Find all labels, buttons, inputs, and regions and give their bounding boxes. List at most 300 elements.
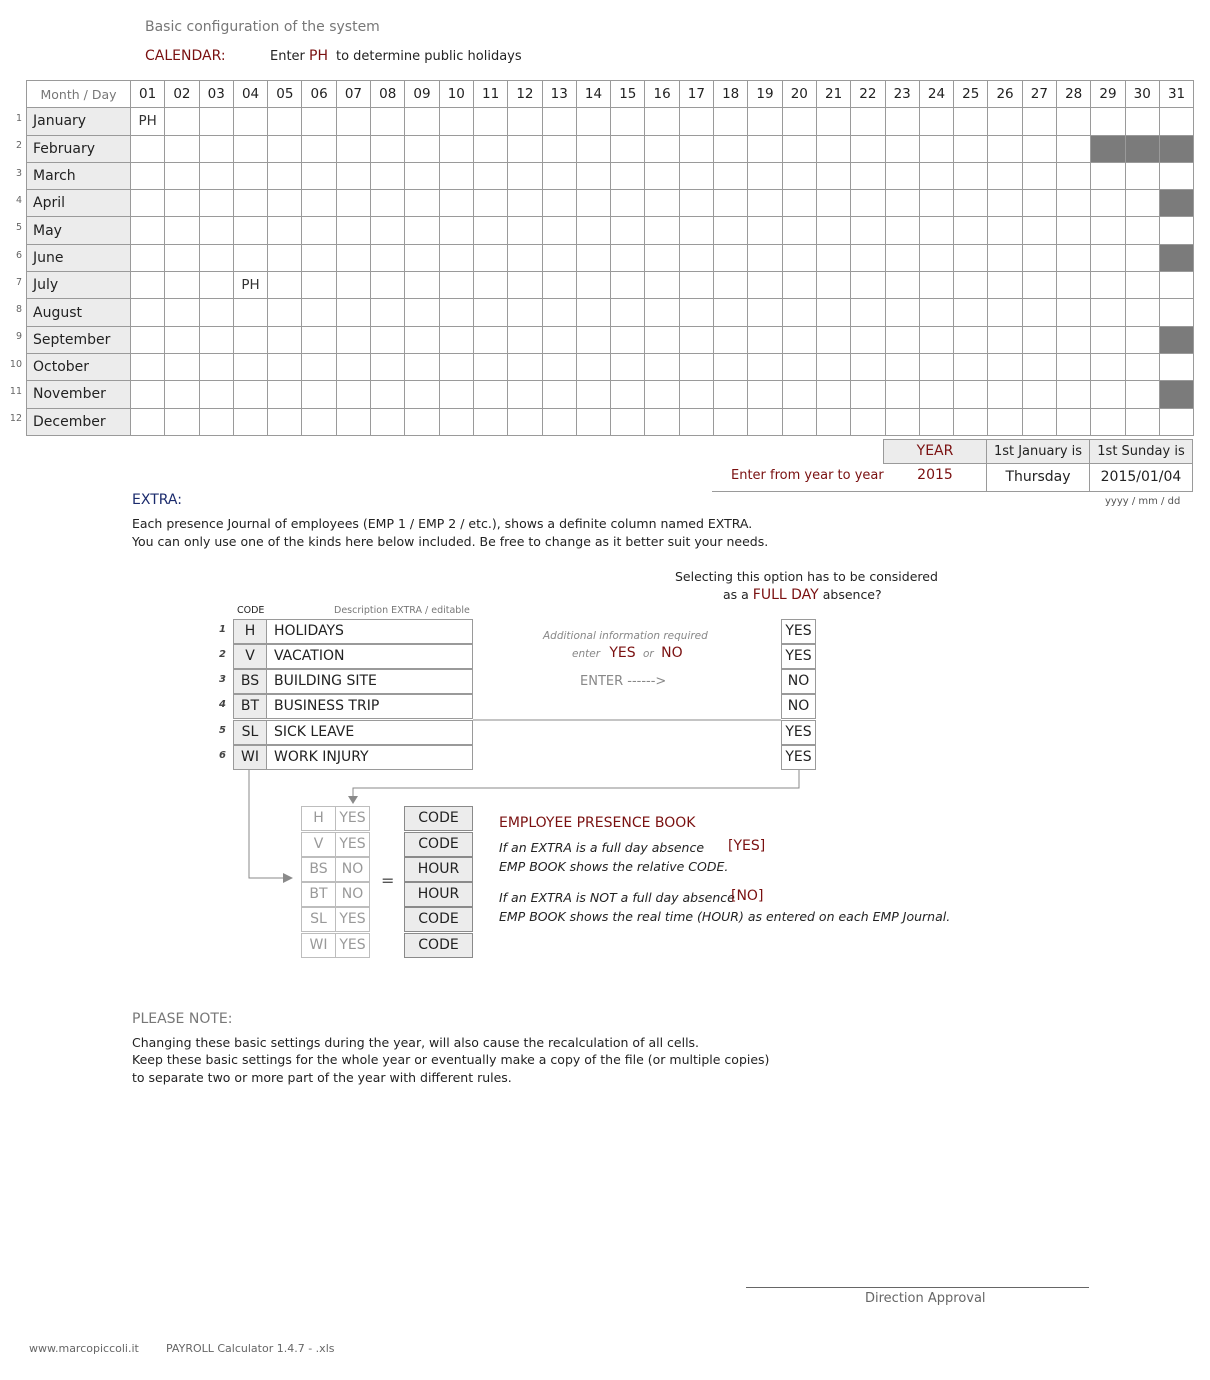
day-cell[interactable]: [405, 299, 439, 326]
day-cell[interactable]: [954, 381, 988, 408]
day-cell[interactable]: [302, 244, 336, 271]
day-cell[interactable]: [679, 244, 713, 271]
day-cell[interactable]: [645, 299, 679, 326]
day-cell[interactable]: [1022, 381, 1056, 408]
day-cell[interactable]: [611, 135, 645, 162]
day-cell[interactable]: [1057, 162, 1091, 189]
day-cell[interactable]: [131, 381, 165, 408]
day-cell[interactable]: [336, 381, 370, 408]
day-cell[interactable]: [576, 217, 610, 244]
day-cell[interactable]: [1091, 353, 1125, 380]
day-cell[interactable]: [851, 381, 885, 408]
day-cell[interactable]: [542, 408, 576, 435]
day-cell[interactable]: [645, 408, 679, 435]
full-day-field[interactable]: NO: [781, 694, 816, 719]
day-cell[interactable]: [1159, 408, 1193, 435]
day-cell[interactable]: [576, 408, 610, 435]
day-cell[interactable]: [473, 299, 507, 326]
day-cell[interactable]: [508, 299, 542, 326]
day-cell[interactable]: [576, 353, 610, 380]
day-cell[interactable]: [336, 135, 370, 162]
day-cell[interactable]: [645, 108, 679, 135]
day-cell[interactable]: [679, 217, 713, 244]
day-cell[interactable]: [302, 381, 336, 408]
day-cell[interactable]: [1125, 381, 1159, 408]
day-cell[interactable]: [988, 381, 1022, 408]
day-cell[interactable]: [954, 272, 988, 299]
day-cell[interactable]: [576, 108, 610, 135]
day-cell[interactable]: [199, 244, 233, 271]
day-cell[interactable]: [885, 299, 919, 326]
day-cell[interactable]: [714, 244, 748, 271]
day-cell[interactable]: [988, 353, 1022, 380]
day-cell[interactable]: [508, 217, 542, 244]
day-cell[interactable]: [782, 162, 816, 189]
day-cell[interactable]: [988, 299, 1022, 326]
full-day-field[interactable]: YES: [781, 619, 816, 644]
day-cell[interactable]: [611, 108, 645, 135]
day-cell[interactable]: [542, 381, 576, 408]
day-cell[interactable]: [816, 190, 850, 217]
day-cell[interactable]: [748, 190, 782, 217]
day-cell[interactable]: [302, 272, 336, 299]
day-cell[interactable]: [336, 190, 370, 217]
day-cell[interactable]: [165, 353, 199, 380]
day-cell[interactable]: [782, 353, 816, 380]
day-cell[interactable]: [576, 244, 610, 271]
day-cell[interactable]: [508, 381, 542, 408]
day-cell[interactable]: [165, 217, 199, 244]
day-cell[interactable]: [371, 408, 405, 435]
day-cell[interactable]: [1057, 190, 1091, 217]
day-cell[interactable]: [816, 244, 850, 271]
day-cell[interactable]: [611, 162, 645, 189]
day-cell[interactable]: [816, 408, 850, 435]
day-cell[interactable]: [508, 108, 542, 135]
day-cell[interactable]: [1057, 299, 1091, 326]
day-cell[interactable]: [954, 408, 988, 435]
full-day-field[interactable]: NO: [781, 669, 816, 694]
day-cell[interactable]: [405, 272, 439, 299]
day-cell[interactable]: [336, 299, 370, 326]
day-cell[interactable]: [199, 135, 233, 162]
day-cell[interactable]: [473, 162, 507, 189]
day-cell[interactable]: [611, 299, 645, 326]
day-cell[interactable]: [1125, 299, 1159, 326]
day-cell[interactable]: [1125, 162, 1159, 189]
day-cell[interactable]: [611, 408, 645, 435]
day-cell[interactable]: [508, 162, 542, 189]
day-cell[interactable]: [405, 108, 439, 135]
day-cell[interactable]: [1022, 190, 1056, 217]
day-cell[interactable]: [199, 272, 233, 299]
day-cell[interactable]: [714, 326, 748, 353]
day-cell[interactable]: [714, 190, 748, 217]
day-cell[interactable]: [1125, 217, 1159, 244]
day-cell[interactable]: [919, 353, 953, 380]
day-cell[interactable]: [371, 381, 405, 408]
day-cell[interactable]: [302, 135, 336, 162]
day-cell[interactable]: [302, 190, 336, 217]
day-cell[interactable]: [268, 162, 302, 189]
day-cell[interactable]: [611, 272, 645, 299]
day-cell[interactable]: [954, 135, 988, 162]
day-cell[interactable]: [1125, 353, 1159, 380]
day-cell[interactable]: [988, 272, 1022, 299]
day-cell[interactable]: [302, 162, 336, 189]
day-cell[interactable]: [439, 244, 473, 271]
day-cell[interactable]: [371, 217, 405, 244]
day-cell[interactable]: [199, 326, 233, 353]
day-cell[interactable]: [645, 272, 679, 299]
day-cell[interactable]: [439, 408, 473, 435]
day-cell[interactable]: [233, 353, 267, 380]
day-cell[interactable]: [131, 326, 165, 353]
day-cell[interactable]: [1057, 353, 1091, 380]
day-cell[interactable]: [439, 217, 473, 244]
day-cell[interactable]: [1091, 381, 1125, 408]
day-cell[interactable]: [542, 299, 576, 326]
day-cell[interactable]: [1057, 326, 1091, 353]
day-cell[interactable]: [1091, 190, 1125, 217]
day-cell[interactable]: [371, 353, 405, 380]
day-cell[interactable]: [988, 108, 1022, 135]
day-cell[interactable]: [165, 135, 199, 162]
day-cell[interactable]: [988, 162, 1022, 189]
day-cell[interactable]: [405, 353, 439, 380]
day-cell[interactable]: [473, 108, 507, 135]
day-cell[interactable]: [268, 135, 302, 162]
day-cell[interactable]: [302, 408, 336, 435]
day-cell[interactable]: [542, 272, 576, 299]
year-value[interactable]: 2015: [917, 467, 953, 483]
extra-description-field[interactable]: BUILDING SITE: [266, 669, 473, 694]
day-cell[interactable]: [302, 108, 336, 135]
day-cell[interactable]: [199, 299, 233, 326]
day-cell[interactable]: [782, 217, 816, 244]
day-cell[interactable]: [816, 381, 850, 408]
day-cell[interactable]: [954, 244, 988, 271]
day-cell[interactable]: [1057, 217, 1091, 244]
day-cell[interactable]: [1159, 353, 1193, 380]
day-cell[interactable]: [1125, 244, 1159, 271]
day-cell[interactable]: [679, 135, 713, 162]
day-cell[interactable]: [165, 299, 199, 326]
day-cell[interactable]: [885, 408, 919, 435]
day-cell[interactable]: [199, 190, 233, 217]
day-cell[interactable]: [1022, 162, 1056, 189]
day-cell[interactable]: [816, 162, 850, 189]
day-cell[interactable]: [199, 217, 233, 244]
day-cell[interactable]: [988, 217, 1022, 244]
day-cell[interactable]: [473, 190, 507, 217]
extra-description-field[interactable]: WORK INJURY: [266, 745, 473, 770]
day-cell[interactable]: [473, 272, 507, 299]
day-cell[interactable]: [473, 217, 507, 244]
day-cell[interactable]: [954, 162, 988, 189]
day-cell[interactable]: [748, 299, 782, 326]
day-cell[interactable]: [508, 353, 542, 380]
day-cell[interactable]: [233, 135, 267, 162]
day-cell[interactable]: [542, 162, 576, 189]
day-cell[interactable]: [131, 135, 165, 162]
day-cell[interactable]: [919, 190, 953, 217]
day-cell[interactable]: [885, 353, 919, 380]
day-cell[interactable]: [1091, 408, 1125, 435]
day-cell[interactable]: [508, 135, 542, 162]
day-cell[interactable]: [165, 408, 199, 435]
day-cell[interactable]: [405, 135, 439, 162]
day-cell[interactable]: [233, 326, 267, 353]
day-cell[interactable]: [199, 381, 233, 408]
day-cell[interactable]: [336, 244, 370, 271]
day-cell[interactable]: [851, 135, 885, 162]
day-cell[interactable]: [233, 408, 267, 435]
day-cell[interactable]: [919, 162, 953, 189]
day-cell[interactable]: [1057, 135, 1091, 162]
day-cell[interactable]: [576, 326, 610, 353]
day-cell[interactable]: [782, 299, 816, 326]
day-cell[interactable]: [199, 408, 233, 435]
day-cell[interactable]: [611, 353, 645, 380]
day-cell[interactable]: [233, 190, 267, 217]
day-cell[interactable]: [1057, 244, 1091, 271]
day-cell[interactable]: [473, 326, 507, 353]
day-cell[interactable]: [405, 217, 439, 244]
day-cell[interactable]: [1022, 217, 1056, 244]
day-cell[interactable]: [679, 299, 713, 326]
day-cell[interactable]: [748, 217, 782, 244]
day-cell[interactable]: [816, 353, 850, 380]
day-cell[interactable]: [508, 408, 542, 435]
day-cell[interactable]: [268, 381, 302, 408]
day-cell[interactable]: [919, 244, 953, 271]
day-cell[interactable]: [1091, 162, 1125, 189]
day-cell[interactable]: [816, 108, 850, 135]
day-cell[interactable]: [782, 408, 816, 435]
day-cell[interactable]: [645, 244, 679, 271]
day-cell[interactable]: [1057, 408, 1091, 435]
day-cell[interactable]: [165, 244, 199, 271]
day-cell[interactable]: [782, 326, 816, 353]
day-cell[interactable]: [165, 381, 199, 408]
day-cell[interactable]: [1159, 299, 1193, 326]
day-cell[interactable]: [405, 381, 439, 408]
day-cell[interactable]: [885, 135, 919, 162]
day-cell[interactable]: [919, 326, 953, 353]
day-cell[interactable]: [439, 353, 473, 380]
day-cell[interactable]: [302, 353, 336, 380]
day-cell[interactable]: [919, 299, 953, 326]
day-cell[interactable]: [439, 299, 473, 326]
day-cell[interactable]: [1091, 108, 1125, 135]
day-cell[interactable]: [576, 299, 610, 326]
day-cell[interactable]: [885, 272, 919, 299]
day-cell[interactable]: PH: [233, 272, 267, 299]
day-cell[interactable]: [371, 326, 405, 353]
day-cell[interactable]: [576, 135, 610, 162]
day-cell[interactable]: [748, 162, 782, 189]
day-cell[interactable]: [576, 190, 610, 217]
day-cell[interactable]: [988, 326, 1022, 353]
day-cell[interactable]: [268, 326, 302, 353]
day-cell[interactable]: [782, 135, 816, 162]
day-cell[interactable]: [851, 162, 885, 189]
day-cell[interactable]: [131, 299, 165, 326]
day-cell[interactable]: [1091, 326, 1125, 353]
day-cell[interactable]: [439, 108, 473, 135]
day-cell[interactable]: [748, 408, 782, 435]
day-cell[interactable]: [1057, 108, 1091, 135]
day-cell[interactable]: [336, 108, 370, 135]
day-cell[interactable]: [954, 217, 988, 244]
day-cell[interactable]: [165, 326, 199, 353]
day-cell[interactable]: [919, 381, 953, 408]
day-cell[interactable]: [302, 217, 336, 244]
day-cell[interactable]: [371, 244, 405, 271]
day-cell[interactable]: [611, 190, 645, 217]
extra-description-field[interactable]: SICK LEAVE: [266, 720, 473, 745]
day-cell[interactable]: [1022, 244, 1056, 271]
extra-description-field[interactable]: BUSINESS TRIP: [266, 694, 473, 719]
day-cell[interactable]: [645, 217, 679, 244]
day-cell[interactable]: [919, 135, 953, 162]
day-cell[interactable]: [679, 353, 713, 380]
day-cell[interactable]: [1125, 108, 1159, 135]
day-cell[interactable]: [954, 353, 988, 380]
day-cell[interactable]: [1091, 217, 1125, 244]
day-cell[interactable]: [1022, 135, 1056, 162]
day-cell[interactable]: [714, 381, 748, 408]
day-cell[interactable]: [885, 381, 919, 408]
day-cell[interactable]: [439, 135, 473, 162]
day-cell[interactable]: [851, 217, 885, 244]
day-cell[interactable]: [542, 108, 576, 135]
day-cell[interactable]: [336, 217, 370, 244]
day-cell[interactable]: [645, 353, 679, 380]
day-cell[interactable]: [576, 162, 610, 189]
day-cell[interactable]: [851, 108, 885, 135]
day-cell[interactable]: [1159, 217, 1193, 244]
day-cell[interactable]: [611, 217, 645, 244]
day-cell[interactable]: [131, 190, 165, 217]
day-cell[interactable]: [336, 272, 370, 299]
day-cell[interactable]: [816, 217, 850, 244]
day-cell[interactable]: [542, 326, 576, 353]
day-cell[interactable]: [645, 381, 679, 408]
day-cell[interactable]: [816, 135, 850, 162]
day-cell[interactable]: [714, 135, 748, 162]
day-cell[interactable]: [336, 162, 370, 189]
day-cell[interactable]: [542, 135, 576, 162]
day-cell[interactable]: [371, 299, 405, 326]
day-cell[interactable]: [782, 108, 816, 135]
day-cell[interactable]: PH: [131, 108, 165, 135]
day-cell[interactable]: [919, 217, 953, 244]
day-cell[interactable]: [268, 408, 302, 435]
day-cell[interactable]: [405, 190, 439, 217]
day-cell[interactable]: [679, 108, 713, 135]
day-cell[interactable]: [1125, 408, 1159, 435]
day-cell[interactable]: [611, 326, 645, 353]
day-cell[interactable]: [748, 353, 782, 380]
day-cell[interactable]: [1022, 108, 1056, 135]
day-cell[interactable]: [885, 244, 919, 271]
day-cell[interactable]: [1091, 272, 1125, 299]
day-cell[interactable]: [851, 353, 885, 380]
extra-description-field[interactable]: HOLIDAYS: [266, 619, 473, 644]
day-cell[interactable]: [233, 381, 267, 408]
day-cell[interactable]: [268, 190, 302, 217]
day-cell[interactable]: [1057, 381, 1091, 408]
day-cell[interactable]: [165, 108, 199, 135]
day-cell[interactable]: [268, 244, 302, 271]
day-cell[interactable]: [851, 272, 885, 299]
full-day-field[interactable]: YES: [781, 720, 816, 745]
day-cell[interactable]: [371, 135, 405, 162]
day-cell[interactable]: [508, 326, 542, 353]
day-cell[interactable]: [851, 244, 885, 271]
day-cell[interactable]: [268, 272, 302, 299]
day-cell[interactable]: [954, 299, 988, 326]
day-cell[interactable]: [1159, 108, 1193, 135]
day-cell[interactable]: [611, 381, 645, 408]
day-cell[interactable]: [233, 162, 267, 189]
day-cell[interactable]: [371, 108, 405, 135]
day-cell[interactable]: [542, 217, 576, 244]
day-cell[interactable]: [645, 135, 679, 162]
day-cell[interactable]: [679, 408, 713, 435]
day-cell[interactable]: [302, 299, 336, 326]
day-cell[interactable]: [816, 272, 850, 299]
day-cell[interactable]: [988, 190, 1022, 217]
day-cell[interactable]: [336, 353, 370, 380]
day-cell[interactable]: [714, 299, 748, 326]
day-cell[interactable]: [885, 162, 919, 189]
day-cell[interactable]: [1022, 408, 1056, 435]
day-cell[interactable]: [508, 272, 542, 299]
day-cell[interactable]: [954, 326, 988, 353]
day-cell[interactable]: [576, 272, 610, 299]
day-cell[interactable]: [714, 162, 748, 189]
day-cell[interactable]: [782, 244, 816, 271]
day-cell[interactable]: [679, 190, 713, 217]
day-cell[interactable]: [851, 190, 885, 217]
day-cell[interactable]: [1125, 272, 1159, 299]
day-cell[interactable]: [439, 272, 473, 299]
day-cell[interactable]: [131, 162, 165, 189]
day-cell[interactable]: [473, 381, 507, 408]
day-cell[interactable]: [679, 381, 713, 408]
day-cell[interactable]: [439, 190, 473, 217]
day-cell[interactable]: [645, 162, 679, 189]
day-cell[interactable]: [714, 108, 748, 135]
day-cell[interactable]: [165, 162, 199, 189]
day-cell[interactable]: [542, 244, 576, 271]
day-cell[interactable]: [714, 408, 748, 435]
day-cell[interactable]: [131, 244, 165, 271]
day-cell[interactable]: [131, 272, 165, 299]
day-cell[interactable]: [714, 353, 748, 380]
day-cell[interactable]: [851, 408, 885, 435]
day-cell[interactable]: [131, 408, 165, 435]
day-cell[interactable]: [165, 190, 199, 217]
day-cell[interactable]: [782, 381, 816, 408]
day-cell[interactable]: [542, 353, 576, 380]
day-cell[interactable]: [1159, 272, 1193, 299]
day-cell[interactable]: [439, 381, 473, 408]
day-cell[interactable]: [302, 326, 336, 353]
